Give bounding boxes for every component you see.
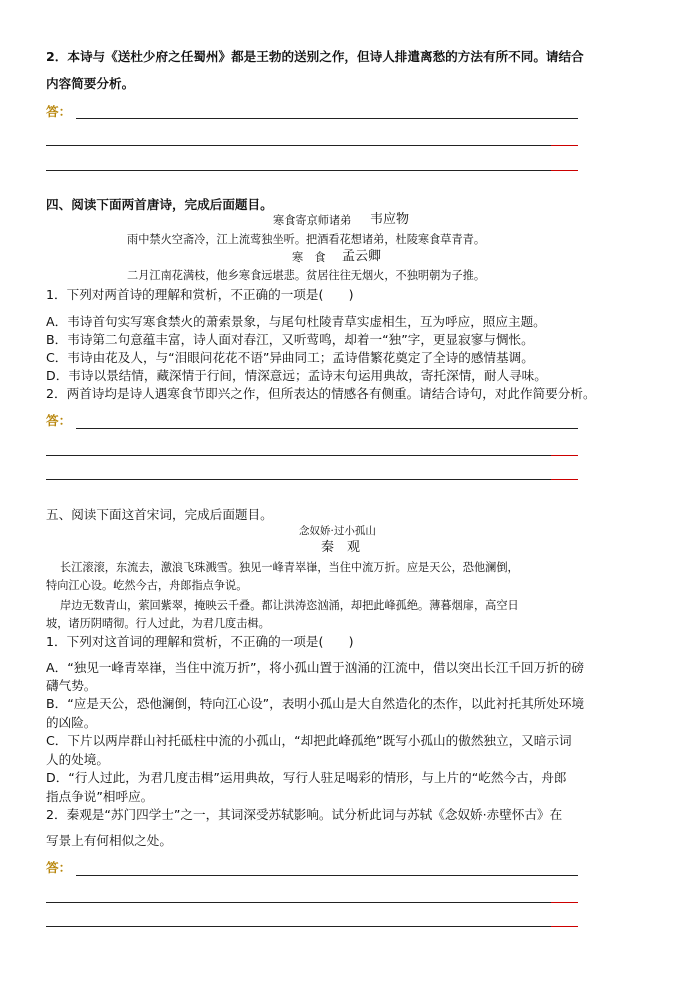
answer-label-1: 答： <box>46 104 72 119</box>
ci-title: 念奴娇·过小孤山 <box>299 525 376 537</box>
option-c: C．韦诗由花及人，与“泪眼问花花不语”异曲同工；孟诗借繁花奠定了全诗的感情基调。 <box>46 350 534 365</box>
answer-line <box>76 118 578 119</box>
answer-label-2: 答： <box>46 413 72 428</box>
section5-q2-line2: 写景上有何相似之处。 <box>46 833 172 848</box>
option-b-line2: 的凶险。 <box>46 715 97 730</box>
answer-line-end <box>551 145 578 146</box>
option-b-line1: B．“应是天公，恐他澜倒，特向江心设”，表明小孤山是大自然造化的杰作，以此衬托其所处环境 <box>46 696 585 711</box>
ci-line: 坡，诸历阴晴彻。行人过此，为君几度击楫。 <box>46 617 270 630</box>
ci-line: 特向江心设。屹然今古，舟郎指点争说。 <box>46 579 248 592</box>
poem1-title: 寒食寄京师诸弟 <box>273 214 352 227</box>
option-d-line2: 指点争说”相呼应。 <box>46 789 154 804</box>
section5-q2-line1: 2．秦观是“苏门四学士”之一，其词深受苏轼影响。试分析此词与苏轼《念奴娇·赤壁怀古》在 <box>46 807 563 822</box>
ci-line: 长江滚滚，东流去，激浪飞珠溅雪。独见一峰青崒嵂，当住中流万折。应是天公，恐他澜倒， <box>60 561 519 574</box>
poem1-text: 雨中禁火空斋冷，江上流莺独坐听。把酒看花想诸弟，杜陵寒食草青青。 <box>127 233 486 246</box>
option-a: A．韦诗首句实写寒食禁火的萧索景象，与尾句杜陵青草实虚相生，互为呼应，照应主题。 <box>46 314 546 329</box>
q2-top-line1: 2．本诗与《送杜少府之任蜀州》都是王勃的送别之作，但诗人排遣离愁的方法有所不同。请结合 <box>46 49 584 64</box>
poem2-text: 二月江南花满枝，他乡寒食远堪悲。贫居往往无烟火，不独明朝为子推。 <box>127 269 486 282</box>
answer-line <box>46 170 551 171</box>
option-c-line1: C．下片以两岸群山衬托砥柱中流的小孤山，“却把此峰孤绝”既写小孤山的傲然独立，又暗示词 <box>46 733 572 748</box>
answer-line <box>76 428 578 429</box>
answer-line-end <box>551 455 578 456</box>
answer-line <box>46 455 551 456</box>
answer-line-end <box>551 170 578 171</box>
option-d-line1: D．“行人过此，为君几度击楫”运用典故，写行人驻足喝彩的情形，与上片的“屹然今古，舟郎 <box>46 770 567 785</box>
option-b: B．韦诗第二句意蕴丰富，诗人面对春江，又听莺鸣，却着一“独”字，更显寂寥与惆怅。 <box>46 332 534 347</box>
answer-line <box>76 875 578 876</box>
option-a-line1: A．“独见一峰青崒嵂，当住中流万折”，将小孤山置于汹涌的江流中，借以突出长江千回万折的磅 <box>46 660 585 675</box>
ci-line: 岸边无数青山，萦回紫翠，掩映云千叠。都让洪涛恣汹涌，却把此峰孤绝。薄暮烟扉，高空日 <box>60 599 519 612</box>
section4-heading: 四、阅读下面两首唐诗，完成后面题目。 <box>46 197 273 212</box>
answer-line <box>46 926 551 927</box>
ci-author: 秦 观 <box>321 540 361 555</box>
poem2-author: 孟云卿 <box>342 249 382 264</box>
answer-line-end <box>551 902 578 903</box>
answer-line <box>46 902 551 903</box>
poem2-title: 寒 食 <box>292 251 326 264</box>
answer-label-3: 答： <box>46 860 72 875</box>
option-d: D．韦诗以景结情，藏深情于行间，情深意远；孟诗末句运用典故，寄托深情，耐人寻味。 <box>46 368 547 383</box>
answer-line <box>46 145 551 146</box>
option-c-line2: 人的处境。 <box>46 752 109 767</box>
section4-q1: 1．下列对两首诗的理解和赏析，不正确的一项是( ) <box>46 287 354 302</box>
option-a-line2: 礴气势。 <box>46 678 97 693</box>
answer-line-end <box>551 479 578 480</box>
section5-q1: 1．下列对这首词的理解和赏析，不正确的一项是( ) <box>46 634 354 649</box>
q2-top-line2: 内容简要分析。 <box>46 76 135 91</box>
answer-line <box>46 479 551 480</box>
answer-line-end <box>551 926 578 927</box>
section5-heading: 五、阅读下面这首宋词，完成后面题目。 <box>46 507 273 522</box>
section4-q2: 2．两首诗均是诗人遇寒食节即兴之作，但所表达的情感各有侧重。请结合诗句，对此作简要分析。 <box>46 386 596 401</box>
poem1-author: 韦应物 <box>370 212 410 227</box>
